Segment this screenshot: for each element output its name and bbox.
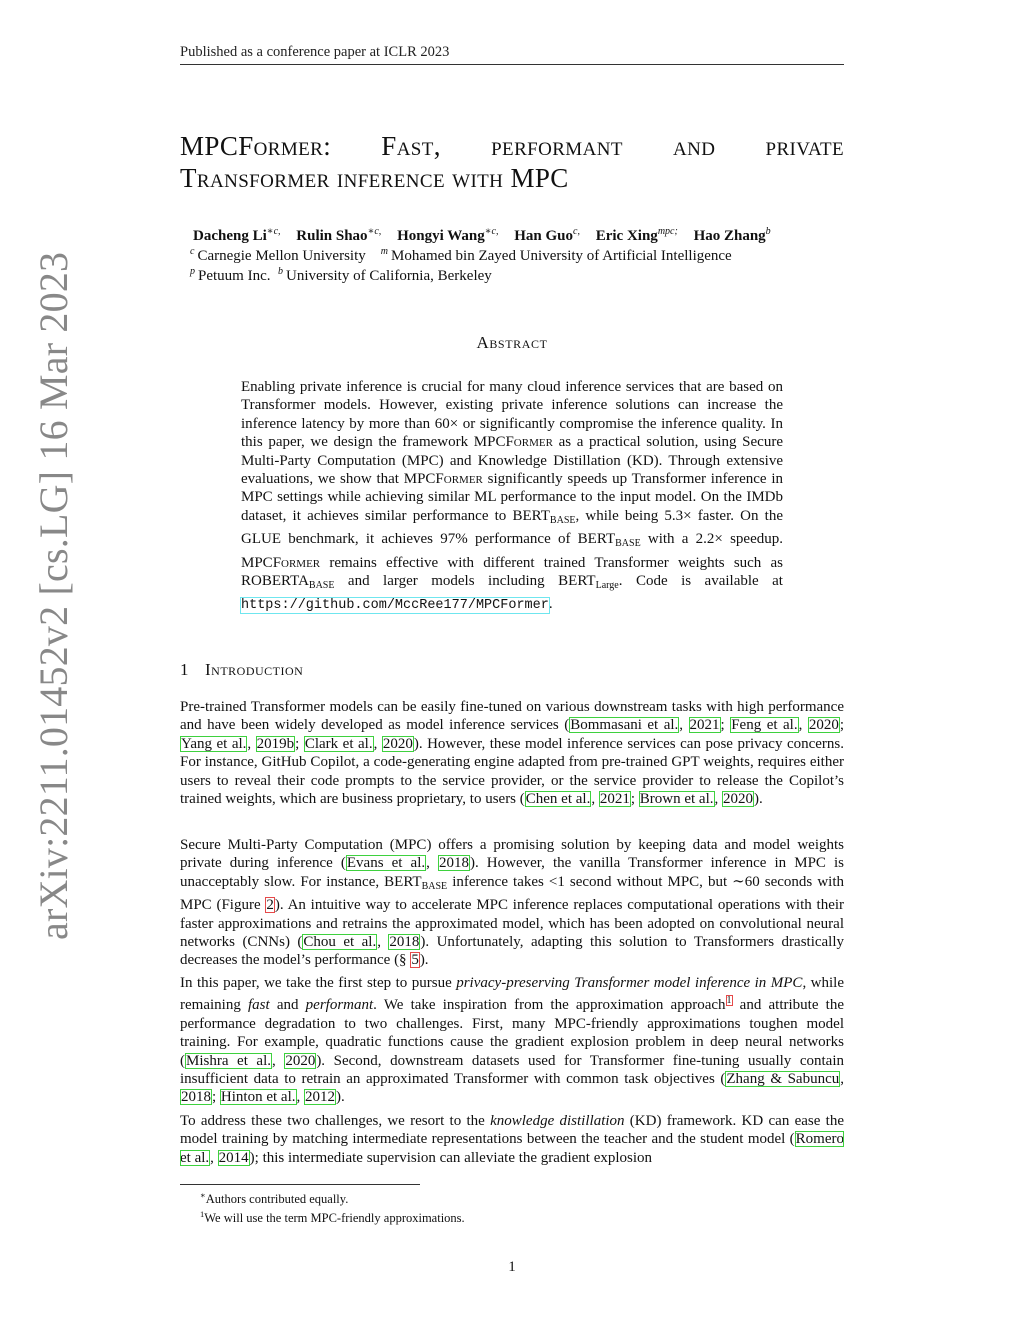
code-repo-link[interactable]: https://github.com/MccRee177/MPCFormer [241, 598, 549, 614]
author: Hongyi Wang$^{∗c,}$ [397, 226, 499, 244]
citation-link[interactable]: 2014 [218, 1149, 249, 1166]
affiliation-cmu: Carnegie Mellon University [197, 248, 366, 264]
footnote-ref-link[interactable]: 1 [726, 995, 732, 1007]
citation-link[interactable]: Brown et al. [639, 791, 714, 808]
header-rule [180, 64, 844, 65]
affiliation-petuum: Petuum Inc. [198, 268, 271, 284]
citation-link[interactable]: Clark et al. [304, 735, 373, 752]
citation-link[interactable]: Zhang & Sabuncu [726, 1071, 840, 1088]
footnote-2: $^1$We will use the term MPC-friendly approximations. [200, 1209, 465, 1226]
citation-link[interactable]: 2020 [723, 791, 753, 808]
citation-link[interactable]: 2018 [389, 934, 420, 951]
citation-link[interactable]: 2019b [256, 735, 295, 752]
title-line-2: Transformer inference with MPC [180, 163, 569, 193]
affiliation-berkeley: University of California, Berkeley [286, 268, 492, 284]
author-list [193, 226, 783, 245]
footnote-rule [180, 1184, 420, 1185]
citation-link[interactable]: Mishra et al. [186, 1052, 271, 1069]
intro-paragraph-3: In this paper, we take the first step to pursue privacy-preserving Transformer model inference in MPC, while remaining fast and performant. We take inspiration from the approximation approach$^1$ and attribute the performance degradation to two challenges. First, many MPC-friendly approximations toughen model training. For example, quadratic functions cause the gradient explosion problem in deep neural networks (Mishra et al., 2020). Second, downstream datasets used for Transformer fine-tuning usually contain insufficient data to retrain an approximated Transformer with common task objectives (Zhang & Sabuncu, 2018; Hinton et al., 2012). [180, 975, 845, 1106]
citation-link[interactable]: 2020 [285, 1052, 316, 1069]
citation-link[interactable]: 2018 [438, 855, 469, 872]
citation-link[interactable]: 2018 [181, 1089, 211, 1106]
citation-link[interactable]: Romero et al. [180, 1131, 844, 1166]
citation-link[interactable]: Chen et al. [525, 791, 591, 808]
citation-link[interactable]: Yang et al. [181, 735, 247, 752]
affiliation-line-1: $^c$ Carnegie Mellon University $^m$ Mohamed bin Zayed University of Artificial Intelligence [190, 246, 732, 264]
author: Dacheng $Li^{∗c,}$ [193, 226, 281, 244]
affiliation-mbzuai: Mohamed bin Zayed University of Artificial Intelligence [390, 248, 732, 264]
citation-link[interactable]: 2012 [305, 1089, 335, 1106]
author: Han Guo$^{c,}$ [514, 226, 580, 244]
intro-paragraph-1: Pre-trained Transformer models can be easily fine-tuned on various downstream tasks with high performance and have been widely developed as model inference services (Bommasani et al., 2021; Feng et al., 2020; Yang et al., 2019b; Clark et al., 2020). However, these model inference services can pose privacy concerns. For instance, GitHub Copilot, a code-generating engine adapted from pre-trained GPT weights, requires either users to reveal their code prompts to the service provider, or the service provider to release the Copilot’s trained weights, which are business proprietary, to users (Chen et al., 2021; Brown et al., 2020). [180, 699, 845, 808]
citation-link[interactable]: Chou et al. [303, 934, 377, 951]
paper-title [180, 130, 844, 194]
citation-link[interactable]: 2021 [689, 717, 720, 734]
section-heading-introduction: 1 Introduction [180, 660, 304, 679]
figure-ref-link[interactable]: 2 [266, 897, 274, 914]
citation-link[interactable]: 2021 [599, 791, 630, 808]
author: Hao Zhang$^b$ [693, 226, 771, 244]
author: Eric Xing$^{mpc;}$ [595, 226, 678, 244]
abstract-heading: Abstract [476, 333, 548, 352]
citation-link[interactable]: 2020 [382, 735, 413, 752]
citation-link[interactable]: Bommasani et al. [570, 717, 679, 734]
citation-link[interactable]: Evans et al. [346, 855, 426, 872]
affiliation-line-2: $^p$ Petuum Inc. $^b$ University of California, Berkeley [190, 266, 492, 284]
section-ref-link[interactable]: 5 [411, 952, 419, 969]
citation-link[interactable]: Hinton et al. [220, 1089, 296, 1106]
footnote-1: ∗Authors contributed equally. [200, 1190, 349, 1207]
page-number: 1 [508, 1259, 516, 1275]
citation-link[interactable]: 2020 [808, 717, 839, 734]
citation-link[interactable]: Feng et al. [731, 717, 798, 734]
abstract-text: Enabling private inference is crucial for many cloud inference services that are based on Transformer models. However, existing private inference solutions can increase the inference latency by more than 60× or significantly compromise the inference quality. In this paper, we design the framework MPCFormer as a practical solution, using Secure Multi-Party Computation (MPC) and Knowledge Distillation (KD). Through extensive evaluations, we show that MPCFormer significantly speeds up Transformer inference in MPC settings while achieving similar ML performance to the input model. On the IMDb dataset, it achieves similar performance to $BERT_{BASE}$, while being 5.3× faster. On the GLUE benchmark, it achieves 97% performance of $BERT_{BASE}$ with a 2.2× speedup. MPCFormer remains effective with different trained Transformer weights such as $ROBERTA_{BASE}$ and larger models including $BERT_{Large}$. Code is available at https://github.com/MccRee177/MPCFormer. [241, 379, 783, 614]
title-line-1: MPCFormer: Fast, performant and private [180, 131, 844, 161]
running-header: Published as a conference paper at ICLR 2023 [180, 44, 450, 60]
arxiv-stamp: arXiv:2211.01452v2 [cs.LG] 16 Mar 2023 [31, 251, 76, 940]
intro-paragraph-2: Secure Multi-Party Computation (MPC) offers a promising solution by keeping data and model weights private during inference (Evans et al., 2018). However, the vanilla Transformer inference in MPC is unacceptably slow. For instance, $BERT_{BASE}$ inference takes <1 second without MPC, but ∼60 seconds with MPC (Figure 2). An intuitive way to accelerate MPC inference replaces computational operations with their faster approximations and retrains the approximated model, which has been adopted on convolutional neural networks (CNNs) (Chou et al., 2018). Unfortunately, adapting this solution to Transformers drastically decreases the model’s performance (§ 5). [180, 837, 845, 969]
intro-paragraph-4: To address these two challenges, we resort to the knowledge distillation (KD) framework. KD can ease the model training by matching intermediate representations between the teacher and the student model (Romero et al., 2014); this intermediate supervision can alleviate the gradient explosion [180, 1113, 844, 1166]
author: Rulin Shao$^{∗c,}$ [296, 226, 382, 244]
